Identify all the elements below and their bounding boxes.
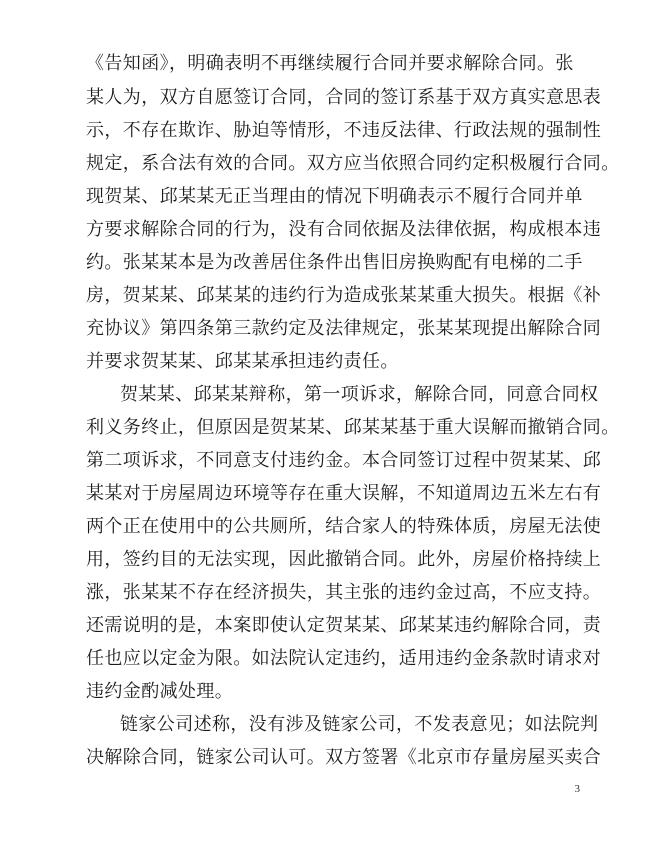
text-line: 任也应以定金为限。如法院认定违约，适用违约金条款时请求对 bbox=[86, 648, 602, 669]
paragraph-start-line: 链家公司述称，没有涉及链家公司，不发表意见；如法院判 bbox=[120, 714, 599, 735]
text-line: 方要求解除合同的行为，没有合同依据及法律依据，构成根本违 bbox=[86, 219, 602, 240]
text-line: 示，不存在欺诈、胁迫等情形，不违反法律、行政法规的强制性 bbox=[86, 120, 602, 141]
text-line: 决解除合同，链家公司认可。双方签署《北京市存量房屋买卖合 bbox=[86, 747, 602, 768]
text-line: 充协议》第四条第三款约定及法律规定，张某某现提出解除合同 bbox=[86, 318, 602, 339]
text-line: 某人为，双方自愿签订合同，合同的签订系基于双方真实意思表 bbox=[86, 87, 602, 108]
text-line: 用，签约目的无法实现，因此撤销合同。此外，房屋价格持续上 bbox=[86, 549, 602, 570]
text-line: 《告知函》，明确表明不再继续履行合同并要求解除合同。张 bbox=[86, 53, 574, 74]
text-line: 规定，系合法有效的合同。双方应当依照合同约定积极履行合同。 bbox=[86, 153, 620, 174]
text-line: 涨，张某某不存在经济损失，其主张的违约金过高，不应支持。 bbox=[86, 582, 602, 603]
text-line: 约。张某某本是为改善居住条件出售旧房换购配有电梯的二手 bbox=[86, 252, 583, 273]
text-line: 某某对于房屋周边环境等存在重大误解，不知道周边五米左右有 bbox=[86, 483, 602, 504]
text-line: 现贺某、邱某某无正当理由的情况下明确表示不履行合同并单 bbox=[86, 186, 583, 207]
page-number: 3 bbox=[574, 783, 580, 795]
text-line: 两个正在使用中的公共厕所，结合家人的特殊体质，房屋无法使 bbox=[86, 516, 602, 537]
text-line: 还需说明的是，本案即使认定贺某某、邱某某违约解除合同，责 bbox=[86, 615, 602, 636]
text-line: 并要求贺某某、邱某某承担违约责任。 bbox=[86, 351, 399, 372]
text-line: 第二项诉求，不同意支付违约金。本合同签订过程中贺某某、邱 bbox=[86, 450, 602, 471]
text-line: 违约金酌减处理。 bbox=[86, 681, 234, 702]
paragraph-start-line: 贺某某、邱某某辩称，第一项诉求，解除合同，同意合同权 bbox=[120, 384, 599, 405]
text-line: 房，贺某某、邱某某的违约行为造成张某某重大损失。根据《补 bbox=[86, 285, 602, 306]
text-line: 利义务终止，但原因是贺某某、邱某某基于重大误解而撤销合同。 bbox=[86, 417, 620, 438]
